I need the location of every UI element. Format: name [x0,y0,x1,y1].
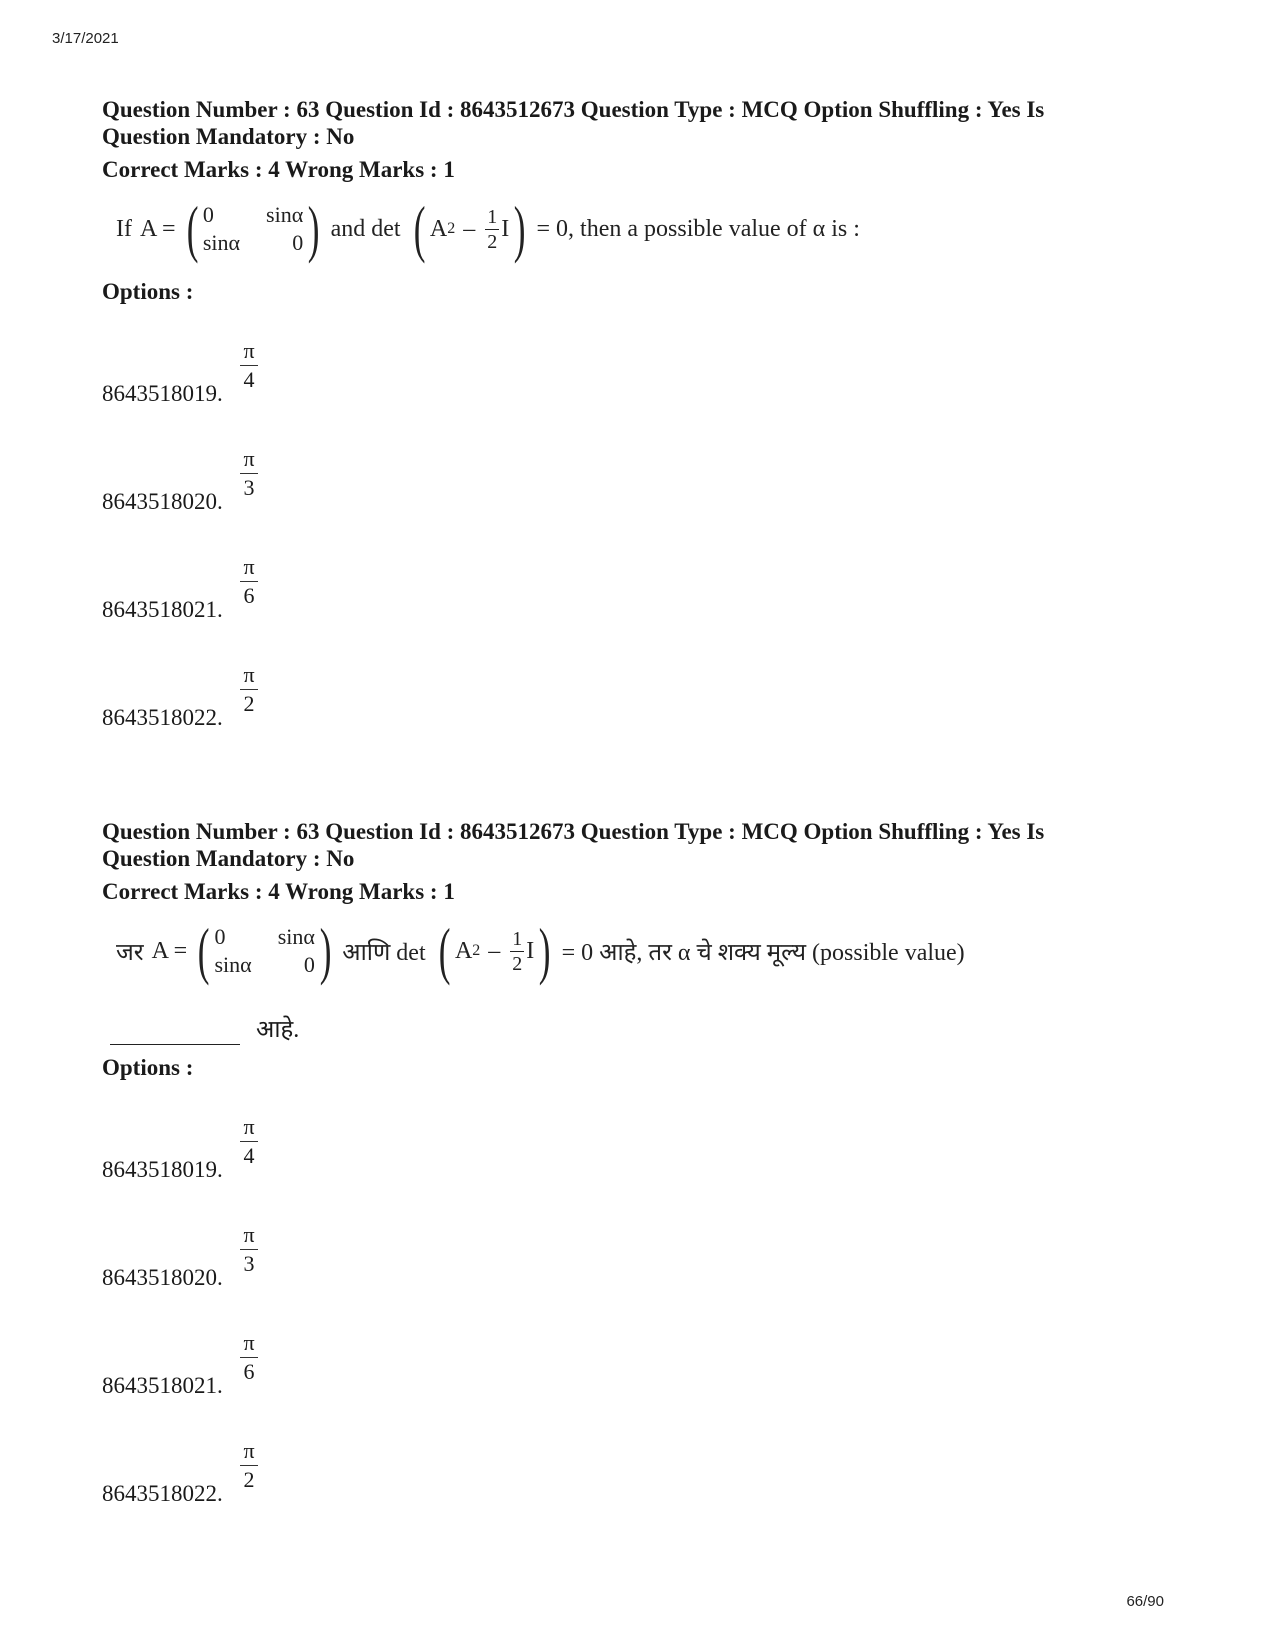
fraction-denominator: 4 [243,367,255,392]
blank-tail: आहे. [256,1017,300,1043]
matrix-label: A = [139,215,176,242]
fraction-denominator: 3 [243,475,255,500]
option-item[interactable] [102,413,1182,521]
question-header [102,818,1182,905]
paren-right: ) [539,915,551,986]
question-marks: Correct Marks : 4 Wrong Marks : 1 [102,879,455,904]
option-fraction [240,1116,258,1167]
paren-right: ) [308,193,320,264]
option-id: 8643518021. [102,1373,223,1398]
half-fraction [510,929,524,974]
matrix-cell: sinα [277,924,315,949]
fraction-denominator: 2 [487,230,498,253]
options-label: Options : [102,1055,194,1080]
answer-blank-line [110,1011,1182,1045]
option-item[interactable] [102,1297,1182,1405]
option-fraction [240,1332,258,1383]
exponent: 2 [472,942,481,959]
fraction-numerator: π [243,1330,255,1355]
statement-connector: and det [330,215,401,242]
matrix-cell: 0 [202,202,214,227]
fraction-numerator: π [243,1222,255,1247]
fraction-denominator: 6 [243,583,255,608]
paren-left: ( [186,193,199,264]
option-fraction [240,664,258,715]
paren-left: ( [197,915,210,986]
option-item[interactable] [102,1081,1182,1189]
option-id: 8643518019. [102,381,223,406]
option-id: 8643518019. [102,1157,223,1182]
fraction-numerator: 1 [487,205,498,228]
paren-right: ) [513,193,526,264]
option-id: 8643518021. [102,597,223,622]
matrix-cell: 0 [214,924,226,949]
fraction-numerator: π [243,662,255,687]
option-id: 8643518020. [102,489,223,514]
matrix-A-symbol: A [454,937,473,964]
question-marks: Correct Marks : 4 Wrong Marks : 1 [102,157,455,182]
option-item[interactable] [102,1189,1182,1297]
fraction-numerator: π [243,338,255,363]
matrix-cell: 0 [292,230,304,255]
identity-symbol: I [501,215,510,242]
fraction-numerator: π [243,446,255,471]
exponent: 2 [447,220,456,237]
fraction-denominator: 2 [512,952,523,975]
question-block-english [102,96,1182,737]
statement-prefix: If [116,215,132,242]
blank-underline [110,1044,240,1045]
option-item[interactable] [102,305,1182,413]
fraction-numerator: 1 [512,927,523,950]
minus-sign: – [488,937,501,964]
question-meta-line2: Question Mandatory : No [102,846,355,871]
paren-left: ( [413,193,426,264]
fraction-denominator: 2 [243,1467,255,1492]
fraction-denominator: 3 [243,1251,255,1276]
matrix-cell: sinα [214,952,252,977]
options-label: Options : [102,279,194,304]
option-fraction [240,556,258,607]
option-id: 8643518020. [102,1265,223,1290]
fraction-denominator: 2 [243,691,255,716]
option-item[interactable] [102,629,1182,737]
paren-left: ( [438,915,451,986]
options-list [102,305,1182,737]
fraction-numerator: π [243,1438,255,1463]
question-meta-line2: Question Mandatory : No [102,124,355,149]
matrix-A [182,193,325,264]
paren-right: ) [319,915,332,986]
question-block-marathi [102,818,1182,1513]
option-fraction [240,1224,258,1275]
half-fraction [485,207,499,252]
options-list [102,1081,1182,1513]
option-id: 8643518022. [102,705,223,730]
fraction-numerator: π [243,1114,255,1139]
option-item[interactable] [102,521,1182,629]
option-fraction [240,340,258,391]
question-meta-line1: Question Number : 63 Question Id : 8643512673 Question Type : MCQ Option Shuffling : Yes Is [102,819,1045,844]
question-header [102,96,1182,183]
question-statement [116,911,1182,991]
option-fraction [240,448,258,499]
identity-symbol: I [526,937,535,964]
fraction-denominator: 4 [243,1143,255,1168]
question-meta-line1: Question Number : 63 Question Id : 8643512673 Question Type : MCQ Option Shuffling : Yes Is [102,97,1045,122]
fraction-numerator: π [243,554,255,579]
option-id: 8643518022. [102,1481,223,1506]
matrix-A [193,915,336,986]
option-fraction [240,1440,258,1491]
fraction-denominator: 6 [243,1359,255,1384]
matrix-cell: 0 [303,952,315,977]
matrix-cell: sinα [266,202,304,227]
question-statement [116,189,1182,269]
minus-sign: – [463,215,476,242]
statement-connector: आणि det [342,939,426,966]
page-number: 66/90 [1126,1593,1164,1610]
statement-tail: = 0, then a possible value of α is : [536,215,860,242]
option-item[interactable] [102,1405,1182,1513]
print-date: 3/17/2021 [52,30,119,47]
matrix-cell: sinα [202,230,241,255]
statement-tail: = 0 आहे, तर α चे शक्य मूल्य (possible value) [561,939,965,966]
statement-prefix: जर [116,939,144,966]
matrix-A-symbol: A [429,215,448,242]
matrix-label: A = [151,937,188,964]
